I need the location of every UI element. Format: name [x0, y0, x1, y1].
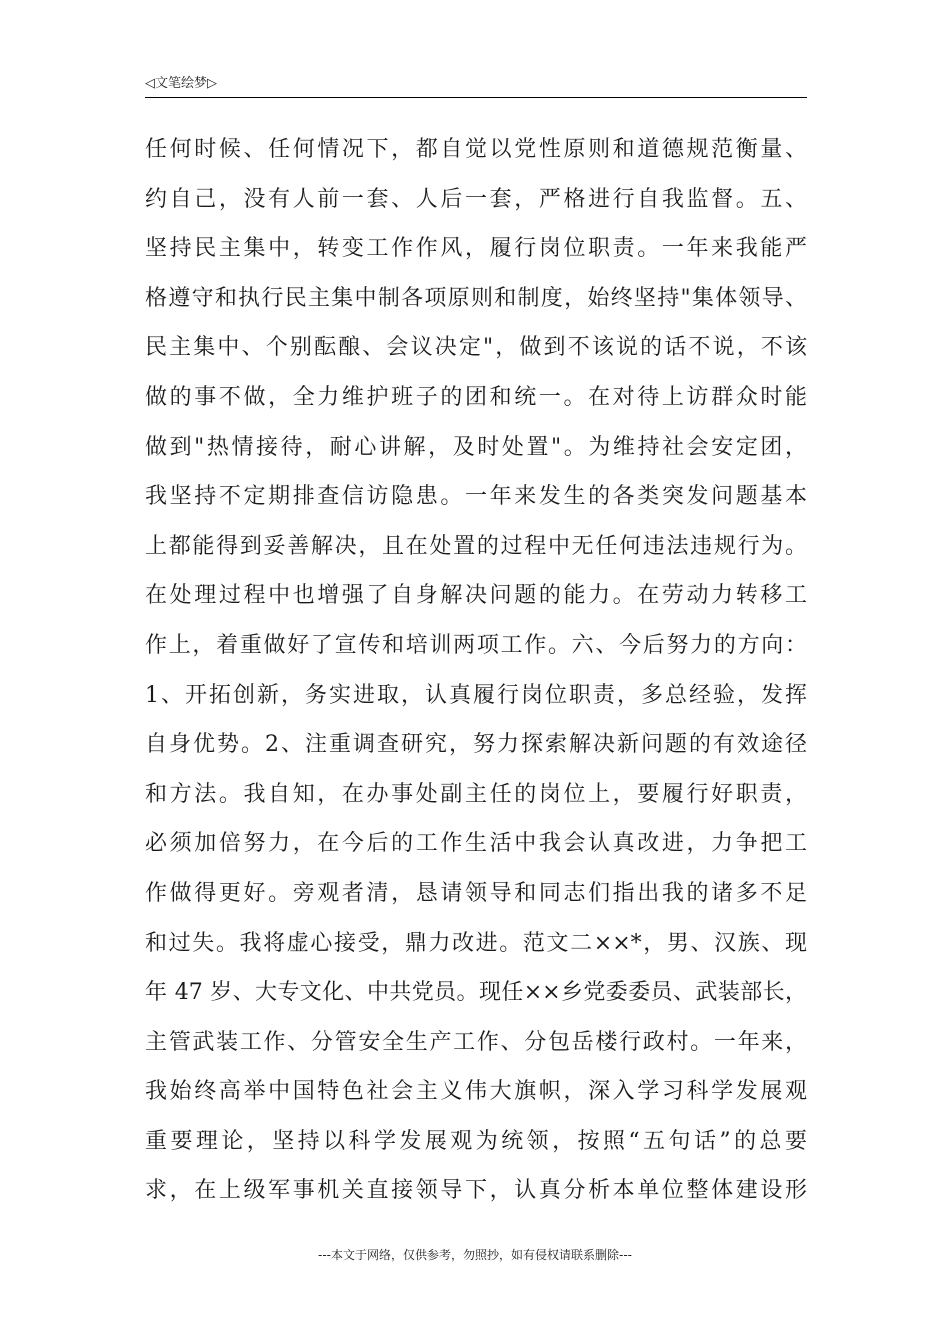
body-line: 做的事不做，全力维护班子的团和统一。在对待上访群众时能	[145, 384, 807, 410]
body-line: 求，在上级军事机关直接领导下，认真分析本单位整体建设形	[145, 1178, 807, 1204]
body-line: 做到"热情接待，耐心讲解，及时处置"。为维持社会安定团，	[145, 434, 807, 460]
body-line: 重要理论，坚持以科学发展观为统领，按照“五句话”的总要	[145, 1128, 807, 1154]
body-line: 自身优势。2、注重调查研究，努力探索解决新问题的有效途径	[145, 732, 807, 758]
body-line: 民主集中、个别酝酿、会议决定"，做到不该说的话不说，不该	[145, 335, 807, 361]
body-line: 在处理过程中也增强了自身解决问题的能力。在劳动力转移工	[145, 583, 807, 609]
body-line: 作上，着重做好了宣传和培训两项工作。六、今后努力的方向：	[145, 632, 807, 658]
body-line: 约自己，没有人前一套、人后一套，严格进行自我监督。五、	[145, 186, 807, 212]
body-line: 和过失。我将虚心接受，鼎力改进。范文二××*，男、汉族、现	[145, 930, 807, 956]
body-line: 和方法。我自知，在办事处副主任的岗位上，要履行好职责，	[145, 781, 807, 807]
body-line: 主管武装工作、分管安全生产工作、分包岳楼行政村。一年来，	[145, 1029, 807, 1055]
header-title: ◁文笔绘梦▷	[145, 76, 217, 91]
body-line: 任何时候、任何情况下，都自觉以党性原则和道德规范衡量、	[145, 137, 807, 162]
page-header	[145, 72, 807, 98]
body-line: 作做得更好。旁观者清，恳请领导和同志们指出我的诸多不足	[145, 880, 807, 906]
body-line: 我坚持不定期排查信访隐患。一年来发生的各类突发问题基本	[145, 484, 807, 510]
body-line: 1、开拓创新，务实进取，认真履行岗位职责，多总经验，发挥	[145, 682, 807, 708]
body-line: 我始终高举中国特色社会主义伟大旗帜，深入学习科学发展观	[145, 1079, 807, 1105]
body-line: 年 47 岁、大专文化、中共党员。现任××乡党委委员、武装部长，	[145, 980, 807, 1006]
body-line: 格遵守和执行民主集中制各项原则和制度，始终坚持"集体领导、	[145, 285, 807, 311]
body-line: 坚持民主集中，转变工作作风，履行岗位职责。一年来我能严	[145, 236, 807, 262]
body-line: 必须加倍努力，在今后的工作生活中我会认真改进，力争把工	[145, 831, 807, 857]
body-line: 上都能得到妥善解决，且在处置的过程中无任何违法违规行为。	[145, 533, 807, 559]
document-body	[145, 131, 807, 1222]
page-footer: ---本文于网络，仅供参考，勿照抄，如有侵权请联系删除---	[318, 1248, 632, 1262]
